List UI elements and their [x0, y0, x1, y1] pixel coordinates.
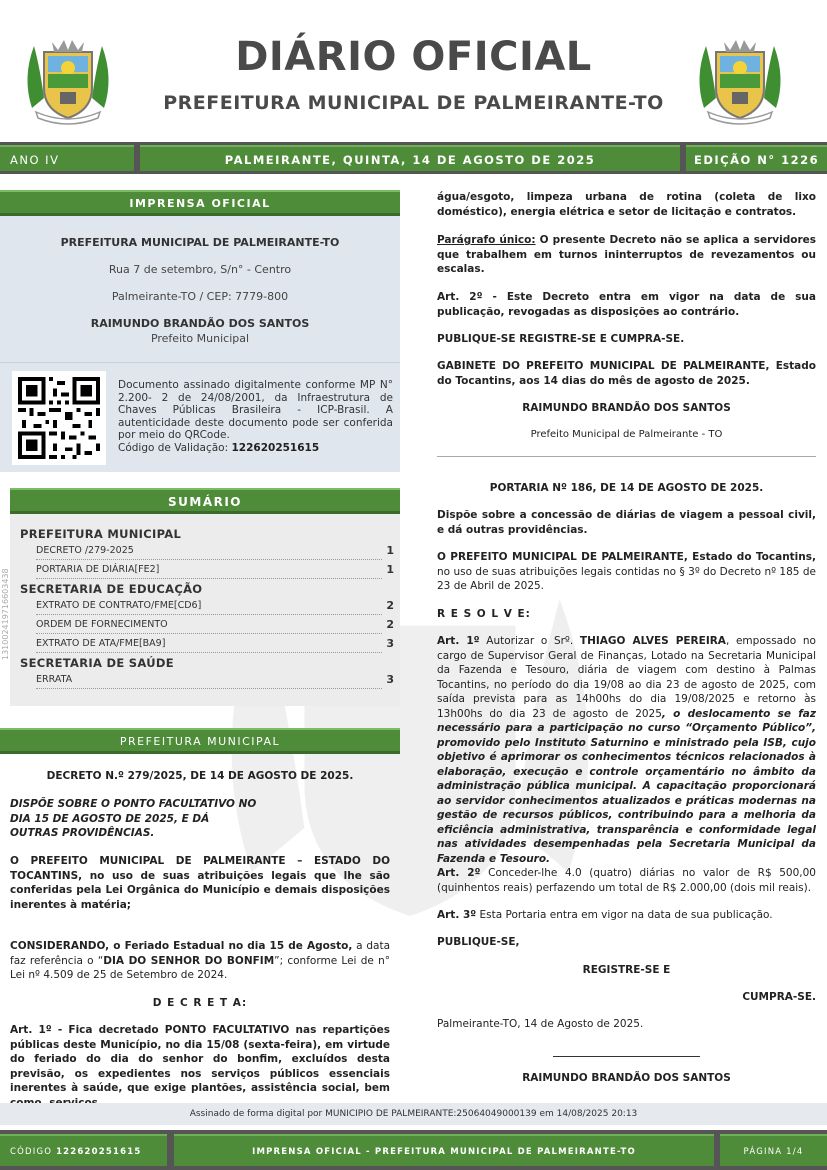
- decree-paragraph: [437, 233, 816, 277]
- footer-title: IMPRENSA OFICIAL - PREFEITURA MUNICIPAL DE PALMEIRANTE-TO: [174, 1134, 714, 1166]
- page-title: DIÁRIO OFICIAL: [235, 34, 592, 80]
- org-name: PREFEITURA MUNICIPAL DE PALMEIRANTE-TO: [60, 236, 340, 249]
- footer-band: [0, 1130, 827, 1170]
- portaria-art1: [437, 634, 816, 866]
- page-subtitle: PREFEITURA MUNICIPAL DE PALMEIRANTE-TO: [163, 92, 664, 114]
- signature-notice: [118, 379, 393, 454]
- decree-preamble: O PREFEITO MUNICIPAL DE PALMEIRANTE – ESTADO DO TOCANTINS, no uso de suas atribuições legais que lhe são conferidas pela Lei Orgânica do Município e demais disposições inerentes à matéria;: [10, 855, 390, 911]
- summary-item-page: 1: [386, 544, 394, 557]
- summary-item-label: ORDEM DE FORNECIMENTO: [36, 619, 168, 630]
- portaria-publique: PUBLIQUE-SE,: [437, 936, 520, 948]
- summary-item[interactable]: [36, 615, 394, 634]
- portaria-resolve: R E S O L V E:: [437, 608, 531, 620]
- municipal-crest-icon: [690, 28, 790, 128]
- portaria-ementa: Dispõe sobre a concessão de diárias de viagem a pessoal civil, e dá outras providências.: [437, 509, 816, 536]
- portaria-art3-label: Art. 3º: [437, 909, 477, 921]
- summary-item-page: 2: [386, 618, 394, 631]
- summary-item[interactable]: [36, 634, 394, 653]
- edition-band: [0, 142, 827, 174]
- header: [0, 0, 827, 142]
- summary-item-label: ERRATA: [36, 674, 73, 685]
- mayor-role: Prefeito Municipal: [150, 332, 250, 345]
- mayor-name: RAIMUNDO BRANDÃO DOS SANTOS: [90, 317, 310, 330]
- decree-publique: PUBLIQUE-SE REGISTRE-SE E CUMPRA-SE.: [437, 333, 685, 345]
- edition-label: EDIÇÃO N° 1226: [686, 145, 827, 171]
- summary-item-page: 3: [386, 637, 394, 650]
- year-label: ANO IV: [0, 145, 134, 171]
- imprensa-heading: IMPRENSA OFICIAL: [0, 190, 400, 216]
- portaria-art1-label: Art. 1º: [437, 635, 480, 647]
- portaria-preamble-lead: O PREFEITO MUNICIPAL DE PALMEIRANTE, Estado do Tocantins,: [437, 551, 816, 563]
- portaria-art3: [437, 908, 816, 923]
- decree-gabinete: GABINETE DO PREFEITO MUNICIPAL DE PALMEIRANTE, Estado do Tocantins, aos 14 dias do mês de agosto de 2025.: [437, 360, 816, 387]
- divider: [437, 456, 816, 457]
- portaria-title: PORTARIA Nº 186, DE 14 DE AGOSTO DE 2025.: [489, 482, 764, 494]
- org-address: Rua 7 de setembro, S/n° - Centro: [108, 263, 292, 276]
- summary-section-title: SECRETARIA DE SAÚDE: [20, 656, 174, 670]
- summary-item-label: DECRETO /279-2025: [36, 545, 134, 556]
- footer-code: [0, 1134, 167, 1166]
- org-cep: Palmeirante-TO / CEP: 7779-800: [111, 290, 289, 303]
- date-label: [140, 145, 680, 171]
- summary-item[interactable]: [36, 560, 394, 579]
- section-heading-prefeitura: PREFEITURA MUNICIPAL: [0, 728, 400, 754]
- side-code: 131002419716603438: [1, 568, 10, 660]
- portaria-art1-details: , empossado no cargo de Supervisor Geral de Finanças, Lotado na Secretaria Municipal da Fazenda e Tesouro, diária de viagem com destino à Palmas Tocantins, no período do dia 19/08 ao dia 23 de agosto de 2025, com saída prevista para as 14h00hs do dia 19/08/2025 e retorno às 13h00hs do dia 23 de agosto de 2025: [437, 635, 816, 720]
- summary-section-title: PREFEITURA MUNICIPAL: [20, 527, 182, 541]
- place-label: PALMEIRANTE,: [224, 153, 338, 167]
- considerando-lead: CONSIDERANDO, o Feriado Estadual no dia 15 de Agosto,: [10, 940, 353, 952]
- decree-signer-role: Prefeito Municipal de Palmeirante - TO: [530, 429, 723, 440]
- portaria-preamble: [437, 550, 816, 594]
- portaria-cumpra: CUMPRA-SE.: [742, 991, 816, 1003]
- qrcode-icon[interactable]: [12, 371, 106, 465]
- summary-item-label: PORTARIA DE DIÁRIA[FE2]: [36, 564, 160, 575]
- decree-signer: RAIMUNDO BRANDÃO DOS SANTOS: [522, 402, 731, 414]
- portaria-preamble-text: no uso de suas atribuições legais contidas no § 3º do Decreto nº 185 de 23 de Abril de 2025.: [437, 565, 816, 592]
- summary-item-page: 1: [386, 563, 394, 576]
- summary-section-title: SECRETARIA DE EDUCAÇÃO: [20, 582, 203, 596]
- footer-code-label: CÓDIGO: [10, 1147, 53, 1157]
- decree-art2: Art. 2º - Este Decreto entra em vigor na data de sua publicação, revogadas as disposições ao contrário.: [437, 291, 816, 318]
- decree-title: DECRETO N.º 279/2025, DE 14 DE AGOSTO DE 2025.: [46, 770, 354, 782]
- decree-ementa: DISPÕE SOBRE O PONTO FACULTATIVO NO DIA 15 DE AGOSTO DE 2025, E DÁ OUTRAS PROVIDÊNCIAS.: [10, 798, 257, 839]
- summary-heading: SUMÁRIO: [10, 488, 400, 514]
- portaria-beneficiary: THIAGO ALVES PEREIRA: [579, 635, 726, 647]
- digital-signature-footer: Assinado de forma digital por MUNICIPIO DE PALMEIRANTE:25064049000139 em 14/08/2025 20:13: [0, 1103, 827, 1125]
- portaria-signer: RAIMUNDO BRANDÃO DOS SANTOS: [522, 1072, 731, 1084]
- imprensa-info: [0, 220, 400, 360]
- decree-art1: Art. 1º - Fica decretado PONTO FACULTATIVO nas repartições públicas deste Município, no dia 15/08 (sexta-feira), em virtude do feriado do dia do senhor do bonfim, excluídos desta previsão, os expedientes nos serviços públicos essenciais inerentes à saúde, que exige plantões, assistência social, bem: [10, 1024, 390, 1094]
- decree-art1-continued: água/esgoto, limpeza urbana de rotina (coleta de lixo doméstico), energia elétrica e setor de licitação e contratos.: [437, 191, 816, 218]
- validation-code-label: Código de Validação:: [118, 441, 229, 454]
- portaria-registre: REGISTRE-SE E: [582, 964, 671, 976]
- validation-code: 122620251615: [231, 441, 320, 454]
- portaria-art2-text: Conceder-lhe 4.0 (quatro) diárias no valor de R$ 500,00 (quinhentos reais) perfazendo um total de R$ 2.000,00 (dois mil reais).: [437, 867, 816, 894]
- summary-panel: [10, 488, 400, 706]
- considerando-text: a data faz referência o “: [10, 940, 390, 967]
- imprensa-oficial-panel: [0, 190, 400, 472]
- summary-item[interactable]: [36, 596, 394, 615]
- summary-item-page: 3: [386, 673, 394, 686]
- portaria-art2: [437, 866, 816, 895]
- decree-decreta: D E C R E T A:: [152, 997, 248, 1009]
- considerando-holiday: DIA DO SENHOR DO BONFIM: [103, 954, 275, 967]
- summary-list: [20, 524, 394, 689]
- footer-code-value: 122620251615: [56, 1147, 142, 1157]
- summary-item[interactable]: [36, 541, 394, 560]
- signature-line: [553, 1056, 700, 1057]
- summary-item[interactable]: [36, 670, 394, 689]
- portaria-art2-label: Art. 2º: [437, 867, 481, 879]
- municipal-crest-icon: [18, 28, 118, 128]
- summary-item-label: EXTRATO DE CONTRATO/FME[CD6]: [36, 600, 202, 611]
- paragraph-text: O presente Decreto não se aplica a servidores que trabalhem em turnos ininterruptos de revezamentos ou escalas.: [437, 234, 816, 275]
- signature-notice-text: Documento assinado digitalmente conforme MP N° 2.200- 2 de 24/08/2001, da Infraestrutura de Chaves Públicas Brasileira - ICP-Brasil. A autenticidade deste documento pode ser conferida por meio do QRCode.: [118, 379, 393, 441]
- portaria-art1-text: Autorizar o Srº.: [479, 635, 580, 647]
- portaria-local-date: Palmeirante-TO, 14 de Agosto de 2025.: [437, 1018, 644, 1030]
- portaria-art3-text: Esta Portaria entra em vigor na data de sua publicação.: [476, 909, 773, 921]
- decree-considerando: [10, 939, 390, 983]
- paragraph-label: Parágrafo único:: [437, 234, 536, 246]
- summary-item-page: 2: [386, 599, 394, 612]
- considerando-law: ”; conforme Lei de n° Lei nº 4.509 de 25 de Setembro de 2024.: [10, 954, 390, 981]
- date-value: QUINTA, 14 DE AGOSTO DE 2025: [342, 153, 596, 167]
- digital-signature-box: [0, 362, 400, 472]
- summary-item-label: EXTRATO DE ATA/FME[BA9]: [36, 638, 166, 649]
- footer-page: PÁGINA 1/4: [720, 1134, 827, 1166]
- portaria-art1-purpose: , o deslocamento se faz necessário para a participação no curso “Orçamento Público”, promovido pelo Instituto Saturnino e ministrado pela ISB, cujo objetivo é aprimorar os conhecimentos técnicos relacionados à elaboração, execução e controle orçamentário no âmbito da administração pública municipal. A capacitação proporcionará ao servidor conhecimentos atualizados e práticas modernas na gestão de recursos públicos, contribuindo para a melhoria da eficiência administrativa, transparência e conformidade legal nas atividades desempenhadas pela Secretaria Municipal da Fazenda e Tesouro.: [437, 707, 816, 865]
